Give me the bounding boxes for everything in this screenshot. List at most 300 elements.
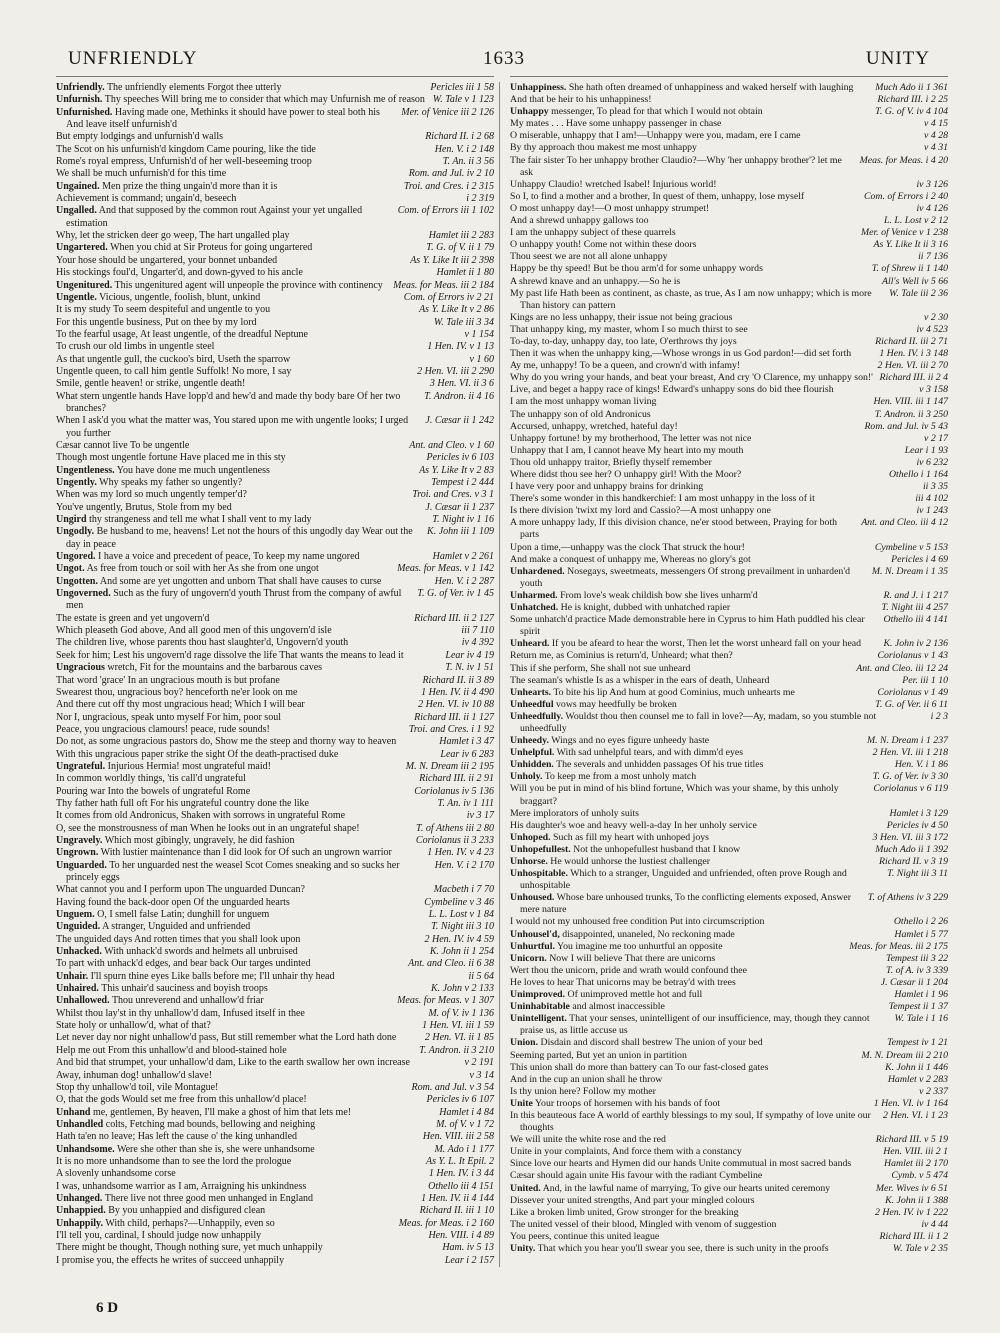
concordance-entry xyxy=(510,650,948,662)
citation: Macbeth i 7 70 xyxy=(433,884,494,896)
quotation: Which most gibingly, ungravely, he did fashion xyxy=(104,834,295,846)
running-header xyxy=(60,48,948,72)
quotation: thy strangeness and tell me what I shall vent to my lady xyxy=(89,514,312,526)
quotation: Vicious, ungentle, foolish, blunt, unkind xyxy=(99,291,261,303)
headword: Unhandsome. xyxy=(56,1143,115,1155)
concordance-entry xyxy=(510,106,948,118)
quotation: colts, Fetching mad bounds, bellowing and neighing xyxy=(105,1118,316,1130)
quotation: To her unguarded nest the weasel Scot Comes sneaking and so sucks her princely eggs xyxy=(66,859,400,883)
concordance-entry xyxy=(56,465,494,477)
citation: Ant. and Cleo. iii 4 12 xyxy=(861,517,948,529)
citation: Much Ado ii 1 361 xyxy=(875,82,948,93)
headword: Ungenitured. xyxy=(56,279,113,291)
citation: v 2 191 xyxy=(464,1057,494,1069)
quotation: Dissever your united strengths, And part your mingled colours xyxy=(510,1194,755,1206)
concordance-entry xyxy=(56,107,494,132)
quotation: Having found the back-door open Of the unguarded hearts xyxy=(56,896,290,908)
concordance-entry xyxy=(510,941,948,953)
quotation: Men prize the thing ungain'd more than it is xyxy=(102,180,278,192)
headword: Unity. xyxy=(510,1243,536,1254)
quotation: Such as the fury of ungovern'd youth Thrust from the company of awful men xyxy=(66,588,402,612)
citation: 1 Hen. IV. i 3 148 xyxy=(879,348,948,360)
citation: 2 Hen. VI. iv 10 88 xyxy=(418,699,494,711)
quotation: Peace, you ungracious clamours! peace, rude sounds! xyxy=(56,723,270,735)
concordance-entry xyxy=(510,1098,948,1110)
quotation: Thou unreverend and unhallow'd friar xyxy=(111,995,264,1007)
quotation: Ungentle queen, to call him gentle Suffolk! No more, I say xyxy=(56,365,292,377)
quotation: In this beauteous face A world of earthly blessings to my soul, If sympathy of love unite our thoughts xyxy=(510,1109,871,1134)
citation: K. John ii 1 446 xyxy=(885,1061,948,1073)
quotation: wretch, Fit for the mountains and the barbarous caves xyxy=(107,662,323,674)
citation: Richard III. ii 1 2 xyxy=(879,1230,948,1242)
concordance-entry xyxy=(510,965,948,977)
quotation: Is thy union here? Follow my mother xyxy=(510,1085,656,1097)
concordance-entry xyxy=(510,360,948,372)
quotation: If you be afeard to hear the worst, Then let the worst unheard fall on your head xyxy=(551,638,862,650)
concordance-entry xyxy=(510,239,948,251)
concordance-entry xyxy=(510,82,948,94)
concordance-entry xyxy=(510,977,948,989)
quotation: Thy speeches Will bring me to consider that which may Unfurnish me of reason xyxy=(104,94,425,106)
citation: v 1 60 xyxy=(469,353,494,365)
concordance-entry xyxy=(510,953,948,965)
citation: J. Cæsar ii 1 242 xyxy=(425,415,494,427)
quotation: I'll spurn thine eyes Like balls before me; I'll unhair thy head xyxy=(90,970,335,982)
concordance-entry xyxy=(510,929,948,941)
citation: Meas. for Meas. i 2 160 xyxy=(398,1217,494,1229)
quotation: That your senses, unintelligent of our insufficience, may, though they cannot praise us, as little accuse us xyxy=(520,1013,870,1037)
quotation: Stop thy unhallow'd toil, vile Montague! xyxy=(56,1081,219,1093)
concordance-entry xyxy=(510,759,948,771)
citation: Tempest ii 1 37 xyxy=(888,1001,948,1013)
citation: v 3 14 xyxy=(469,1069,494,1081)
concordance-entry xyxy=(510,118,948,130)
citation: J. Cæsar ii 1 204 xyxy=(880,976,948,988)
concordance-entry xyxy=(510,638,948,650)
quotation: Nor I, ungracious, speak unto myself For him, poor soul xyxy=(56,711,281,723)
citation: 1 Hen. IV. ii 4 144 xyxy=(421,1192,494,1204)
concordance-entry xyxy=(510,1086,948,1098)
concordance-entry xyxy=(510,687,948,699)
concordance-entry xyxy=(56,637,494,649)
citation: 1 Hen. IV. v 1 13 xyxy=(427,341,494,353)
quotation: Your troops of horsemen with his bands of foot xyxy=(534,1097,721,1109)
quotation: We shall be much unfurnish'd for this time xyxy=(56,168,227,180)
concordance-entry xyxy=(510,1219,948,1231)
citation: Hen. V. i 1 86 xyxy=(894,759,948,771)
quotation: It comes from old Andronicus, Shaken with sorrows in ungrateful Rome xyxy=(56,810,346,822)
citation: Com. of Errors i 2 40 xyxy=(863,190,948,202)
quotation: Which to a stranger, Unguided and unfriended, often prove Rough and unhospitable xyxy=(520,868,847,892)
concordance-entry xyxy=(510,1195,948,1207)
citation: iv 4 392 xyxy=(461,637,494,649)
concordance-entry xyxy=(56,675,494,687)
citation: T. of Athens iv 3 229 xyxy=(867,892,948,904)
citation: Richard II. iii 1 10 xyxy=(419,1205,494,1217)
quotation: His daughter's woe and heavy well-a-day In her unholy service xyxy=(510,819,757,831)
quotation: Having made one, Methinks it should have power to steal both his And leave itself unfurnish'd xyxy=(66,106,380,131)
headword: Ungird xyxy=(56,514,87,526)
concordance-entry xyxy=(510,142,948,154)
concordance-entry xyxy=(56,551,494,563)
concordance-entry xyxy=(510,1207,948,1219)
quotation: Hath ta'en no leave; Has left the cause o' the king unhandled xyxy=(56,1131,298,1143)
citation: iv 3 17 xyxy=(466,810,494,822)
citation: Mer. Wives iv 6 51 xyxy=(875,1182,948,1194)
citation: Richard III. ii 2 91 xyxy=(419,773,494,785)
concordance-entry xyxy=(56,995,494,1007)
quotation: Rome's royal empress, Unfurnish'd of her well-beseeming troop xyxy=(56,156,312,168)
concordance-entry xyxy=(56,1082,494,1094)
concordance-entry xyxy=(56,181,494,193)
citation: Richard III. ii 2 4 xyxy=(879,372,948,384)
citation: T. Andron. ii 3 210 xyxy=(419,1044,494,1056)
citation: Lear iv 4 19 xyxy=(445,649,494,661)
concordance-entry xyxy=(510,735,948,747)
concordance-entry xyxy=(510,227,948,239)
quotation: With lustier maintenance than I did look for Of such an ungrown warrior xyxy=(100,847,392,859)
citation: Hen. VIII. iii 2 1 xyxy=(883,1146,948,1158)
citation: Meas. for Meas. iii 2 175 xyxy=(849,940,948,952)
citation: T. Andron. ii 4 16 xyxy=(424,390,494,402)
citation: Hamlet i 4 84 xyxy=(439,1106,494,1118)
quotation: He is knight, dubbed with unhatched rapier xyxy=(560,602,731,614)
headword: Unhallowed. xyxy=(56,995,110,1007)
concordance-entry xyxy=(56,1032,494,1044)
quotation: The severals and unhidden passages Of his true titles xyxy=(556,759,764,771)
concordance-entry xyxy=(56,1020,494,1032)
headword: Unhappy xyxy=(510,106,549,118)
quotation: And a shrewd unhappy gallows too xyxy=(510,215,649,227)
quotation: me, gentlemen, By heaven, I'll make a ghost of him that lets me! xyxy=(92,1106,352,1118)
concordance-entry xyxy=(510,1062,948,1074)
citation: Mer. of Venice iii 2 126 xyxy=(401,106,494,118)
citation: Richard II. ii 3 89 xyxy=(422,674,494,686)
concordance-entry xyxy=(510,1037,948,1049)
quotation: Achievement is command; ungain'd, beseech xyxy=(56,193,237,205)
concordance-entry xyxy=(510,288,948,312)
headword: Ungored. xyxy=(56,551,96,563)
concordance-entry xyxy=(56,94,494,106)
concordance-entry xyxy=(56,329,494,341)
concordance-entry xyxy=(510,215,948,227)
quotation: Mere implorators of unholy suits xyxy=(510,807,639,819)
headword: Ungentle. xyxy=(56,291,97,303)
concordance-entry xyxy=(56,378,494,390)
concordance-entry xyxy=(56,502,494,514)
citation: K. John iii 1 109 xyxy=(427,526,494,538)
concordance-entry xyxy=(56,317,494,329)
citation: i 2 319 xyxy=(466,193,494,205)
quotation: I'll tell you, cardinal, I should judge now unhappily xyxy=(56,1229,262,1241)
citation: Mer. of Venice v 1 238 xyxy=(860,227,948,239)
citation: Meas. for Meas. i 4 20 xyxy=(859,154,948,166)
quotation: I have very poor and unhappy brains for drinking xyxy=(510,481,704,493)
headword: Unholy. xyxy=(510,771,543,783)
citation: Lear iv 6 283 xyxy=(440,748,494,760)
quotation: You've ungently, Brutus, Stole from my bed xyxy=(56,501,232,513)
concordance-entry xyxy=(510,1170,948,1182)
citation: K. John iv 2 136 xyxy=(883,638,948,650)
quotation: Disdain and discord shall bestrew The union of your bed xyxy=(540,1037,763,1049)
citation: Troi. and Cres. i 2 315 xyxy=(403,180,494,192)
quotation: Unhappy fortune! by my brotherhood, The letter was not nice xyxy=(510,432,752,444)
quotation: As that ungentle gull, the cuckoo's bird, Useth the sparrow xyxy=(56,353,291,365)
concordance-entry xyxy=(56,1168,494,1180)
quotation: O, that the gods Would set me free from this unhallow'd place! xyxy=(56,1094,307,1106)
quotation: And some are yet ungotten and unborn That shall have causes to curse xyxy=(99,575,382,587)
concordance-entry xyxy=(510,989,948,1001)
citation: T. G. of Ver. ii 6 11 xyxy=(875,698,948,710)
citation: Much Ado ii 1 392 xyxy=(875,843,948,855)
quotation: When was my lord so much ungently temper'd? xyxy=(56,489,247,501)
quotation: Accursed, unhappy, wretched, hateful day! xyxy=(510,420,678,432)
quotation: He would unhorse the lustiest challenger xyxy=(550,856,710,867)
quotation: Let never day nor night unhallow'd pass, But still remember what the Lord hath done xyxy=(56,1032,397,1044)
citation: iv 4 126 xyxy=(916,202,948,214)
quotation: I promise you, the effects he writes of succeed unhappily xyxy=(56,1254,285,1266)
concordance-entry xyxy=(56,860,494,885)
quotation: A more unhappy lady, If this division chance, ne'er stood between, Praying for both parts xyxy=(510,517,838,541)
quotation: I am the most unhappy woman living xyxy=(510,396,657,408)
quotation: What cannot you and I perform upon The unguarded Duncan? xyxy=(56,884,305,896)
headword: Ungracious xyxy=(56,662,105,674)
quotation: Cæsar cannot live To be ungentle xyxy=(56,439,190,451)
quotation: Now I will believe That there are unicorns xyxy=(549,952,716,964)
citation: Othello iii 4 141 xyxy=(883,614,948,626)
concordance-entry xyxy=(56,1008,494,1020)
citation: Hen. V. i 2 148 xyxy=(434,143,494,155)
citation: Hamlet iii 2 170 xyxy=(884,1158,948,1170)
quotation: Is there division 'twixt my lord and Cassio?—A most unhappy one xyxy=(510,505,771,517)
citation: Pericles iv 6 107 xyxy=(426,1094,494,1106)
concordance-entry xyxy=(56,1094,494,1106)
concordance-entry xyxy=(510,348,948,360)
citation: iv 6 232 xyxy=(916,456,948,468)
quotation: Wert thou the unicorn, pride and wrath would confound thee xyxy=(510,964,747,976)
citation: Richard III. i 2 25 xyxy=(877,94,948,106)
quotation: My mates . . . Have some unhappy passenger in chase xyxy=(510,118,722,130)
concordance-entry xyxy=(56,366,494,378)
citation: Richard III. ii 2 127 xyxy=(414,612,494,624)
quotation: He loves to hear That unicorns may be betray'd with trees xyxy=(510,976,736,988)
quotation: and almost inaccessible xyxy=(572,1001,665,1013)
quotation: With sad unhelpful tears, and with dimm'd eyes xyxy=(556,747,744,759)
concordance-entry xyxy=(510,276,948,288)
citation: T. Night iii 4 257 xyxy=(881,602,948,614)
citation: v 2 337 xyxy=(919,1085,948,1097)
quotation: Wouldst thou then counsel me to fall in love?—Ay, madam, so you stumble not unheedfully xyxy=(520,710,877,734)
headword: Unheedy. xyxy=(510,735,549,747)
concordance-entry xyxy=(510,445,948,457)
concordance-entry xyxy=(510,1243,948,1255)
headword: Ungalled. xyxy=(56,205,97,217)
concordance-entry xyxy=(56,292,494,304)
citation: T. of Shrew ii 1 140 xyxy=(871,263,948,275)
citation: M. of V. v 1 72 xyxy=(436,1118,494,1130)
concordance-entry xyxy=(56,168,494,180)
headword: Unhair. xyxy=(56,970,89,982)
concordance-entry xyxy=(56,1057,494,1069)
quotation: Seek for him; Lest his ungovern'd rage dissolve the life That wants the means to lead it xyxy=(56,649,404,661)
citation: T. G. of Ver. iv 1 45 xyxy=(417,588,494,600)
quotation: Thou old unhappy traitor, Briefly thyself remember xyxy=(510,456,712,468)
headword: Unhearts. xyxy=(510,686,552,698)
citation: T. of Athens iii 2 80 xyxy=(416,822,494,834)
quotation: And make a conquest of unhappy me, Whereas no glory's got xyxy=(510,553,751,565)
concordance-entry xyxy=(510,336,948,348)
concordance-entry xyxy=(510,421,948,433)
citation: Tempest iv 1 21 xyxy=(887,1037,948,1049)
headword: Ungrown. xyxy=(56,847,99,859)
citation: Hamlet i 1 96 xyxy=(894,989,948,1001)
concordance-entry xyxy=(510,433,948,445)
citation: Hamlet i 5 77 xyxy=(894,928,948,940)
concordance-entry xyxy=(510,856,948,868)
citation: iv 3 126 xyxy=(916,178,948,190)
concordance-entry xyxy=(56,391,494,416)
citation: ii 5 64 xyxy=(468,970,494,982)
concordance-entry xyxy=(510,1050,948,1062)
citation: Hen. V. i 2 287 xyxy=(434,575,494,587)
citation: Meas. for Meas. v 1 307 xyxy=(397,995,494,1007)
concordance-entry xyxy=(510,1231,948,1243)
quotation: The children live, whose parents thou hast slaughter'd, Ungovern'd youth xyxy=(56,637,349,649)
concordance-entry xyxy=(56,613,494,625)
concordance-entry xyxy=(510,554,948,566)
citation: Richard II. iii 2 71 xyxy=(875,335,948,347)
quotation: Wings and no eyes figure unheedy haste xyxy=(551,735,710,747)
concordance-entry xyxy=(510,94,948,106)
concordance-entry xyxy=(510,251,948,263)
quotation: With unhack'd swords and helmets all unbruised xyxy=(104,946,298,958)
citation: Hamlet v 2 283 xyxy=(887,1073,948,1085)
citation: v 3 158 xyxy=(919,384,948,396)
concordance-entry xyxy=(56,921,494,933)
concordance-entry xyxy=(510,469,948,481)
concordance-entry xyxy=(56,144,494,156)
quotation: Smile, gentle heaven! or strike, ungentle death! xyxy=(56,378,246,390)
citation: Richard II. v 3 19 xyxy=(878,856,948,867)
concordance-entry xyxy=(56,415,494,440)
concordance-entry xyxy=(56,946,494,958)
concordance-entry xyxy=(56,440,494,452)
concordance-entry xyxy=(56,563,494,575)
quotation: O, see the monstrousness of man When he looks out in an ungrateful shape! xyxy=(56,822,360,834)
quotation: To crush our old limbs in ungentle steel xyxy=(56,341,215,353)
quotation: Do not, as some ungracious pastors do, Show me the steep and thorny way to heaven xyxy=(56,736,397,748)
citation: As Y. Like It v 2 86 xyxy=(419,304,494,316)
citation: T. Night iii 3 11 xyxy=(887,868,948,880)
quotation: The unfriendly elements Forgot thee utterly xyxy=(106,82,282,93)
citation: v 4 28 xyxy=(924,130,948,142)
concordance-entry xyxy=(56,687,494,699)
headword: Uninhabitable xyxy=(510,1001,570,1013)
citation: Richard III. ii 1 127 xyxy=(414,711,494,723)
headword: Unhoused. xyxy=(510,892,555,904)
concordance-entry xyxy=(510,396,948,408)
concordance-entry xyxy=(56,354,494,366)
page-number: 1633 xyxy=(483,48,525,69)
headword: Unhelpful. xyxy=(510,747,555,759)
headword: Unhopefullest. xyxy=(510,843,571,855)
quotation: Ay me, unhappy! To be a queen, and crown'd with infamy! xyxy=(510,360,741,372)
concordance-entry xyxy=(510,832,948,844)
header-right-word: UNITY xyxy=(865,48,930,69)
quotation: Of unimproved mettle hot and full xyxy=(567,989,703,1001)
quotation: Upon a time,—unhappy was the clock That struck the hour! xyxy=(510,541,745,553)
quotation: Were she other than she is, she were unhandsome xyxy=(116,1143,315,1155)
citation: 2 Hen. IV. iv 4 59 xyxy=(424,933,494,945)
quotation: The fair sister To her unhappy brother Claudio?—Why 'her unhappy brother'? let me ask xyxy=(510,154,842,178)
concordance-entry xyxy=(510,916,948,928)
headword: Unhatched. xyxy=(510,602,559,614)
concordance-entry xyxy=(56,971,494,983)
quotation: Kings are no less unhappy, their issue not being gracious xyxy=(510,311,733,323)
concordance-entry xyxy=(510,457,948,469)
concordance-entry xyxy=(510,711,948,735)
concordance-entry xyxy=(510,663,948,675)
quotation: You have done me much ungentleness xyxy=(116,464,270,476)
citation: Ant. and Cleo. v 1 60 xyxy=(409,439,494,451)
quotation: And that supposed by the common rout Against your yet ungalled estimation xyxy=(66,205,363,229)
concordance-entry xyxy=(56,699,494,711)
headword: Unheard. xyxy=(510,638,550,650)
quotation: In common worldly things, 'tis call'd ungrateful xyxy=(56,773,246,785)
citation: iv 1 243 xyxy=(916,505,948,517)
headword: Unhurtful. xyxy=(510,940,555,952)
quotation: vows may heedfully be broken xyxy=(556,698,677,710)
concordance-entry xyxy=(56,884,494,896)
quotation: Whilst thou lay'st in thy unhallow'd dam, Infused itself in thee xyxy=(56,1007,305,1019)
citation: v 2 30 xyxy=(924,311,948,323)
citation: As Y. Like It iii 2 398 xyxy=(410,254,494,266)
concordance-entry xyxy=(510,191,948,203)
concordance-entry xyxy=(56,205,494,230)
quotation: For this ungentle business, Put on thee by my lord xyxy=(56,316,257,328)
headword: Ungodly. xyxy=(56,526,95,538)
citation: v 4 31 xyxy=(924,142,948,154)
citation: M. of V. iv 1 136 xyxy=(428,1007,494,1019)
headword: Unhand xyxy=(56,1106,91,1118)
concordance-entry xyxy=(56,749,494,761)
concordance-entry xyxy=(510,699,948,711)
quotation: Thou seest we are not all alone unhappy xyxy=(510,251,668,263)
concordance-entry xyxy=(56,230,494,242)
quotation: Such as fill my heart with unhoped joys xyxy=(553,831,709,843)
concordance-entry xyxy=(56,798,494,810)
citation: iii 7 110 xyxy=(461,625,494,637)
citation: Troi. and Cres. i 1 92 xyxy=(408,723,494,735)
citation: Cymbeline v 3 46 xyxy=(424,896,494,908)
headword: Ungravely. xyxy=(56,834,103,846)
concordance-entry xyxy=(510,808,948,820)
concordance-entry xyxy=(56,625,494,637)
citation: L. L. Lost v 1 84 xyxy=(428,909,494,921)
quotation: Help me out From this unhallow'd and blood-stained hole xyxy=(56,1044,287,1056)
citation: Tempest iii 3 22 xyxy=(886,952,948,964)
quotation: messenger, To plead for that which I would not obtain xyxy=(551,106,763,118)
quotation: There's some wonder in this handkerchief: I am most unhappy in the loss of it xyxy=(510,493,815,505)
concordance-entry xyxy=(56,1144,494,1156)
citation: Rom. and Jul. iv 2 10 xyxy=(408,168,494,180)
quotation: And, in the lawful name of marrying, To give our hearts united ceremony xyxy=(542,1182,831,1194)
concordance-entry xyxy=(56,156,494,168)
concordance-entry xyxy=(56,304,494,316)
headword: Unfurnished. xyxy=(56,106,113,118)
quotation: We will unite the white rose and the red xyxy=(510,1134,666,1146)
quotation: Swearest thou, ungracious boy? henceforth ne'er look on me xyxy=(56,686,298,698)
